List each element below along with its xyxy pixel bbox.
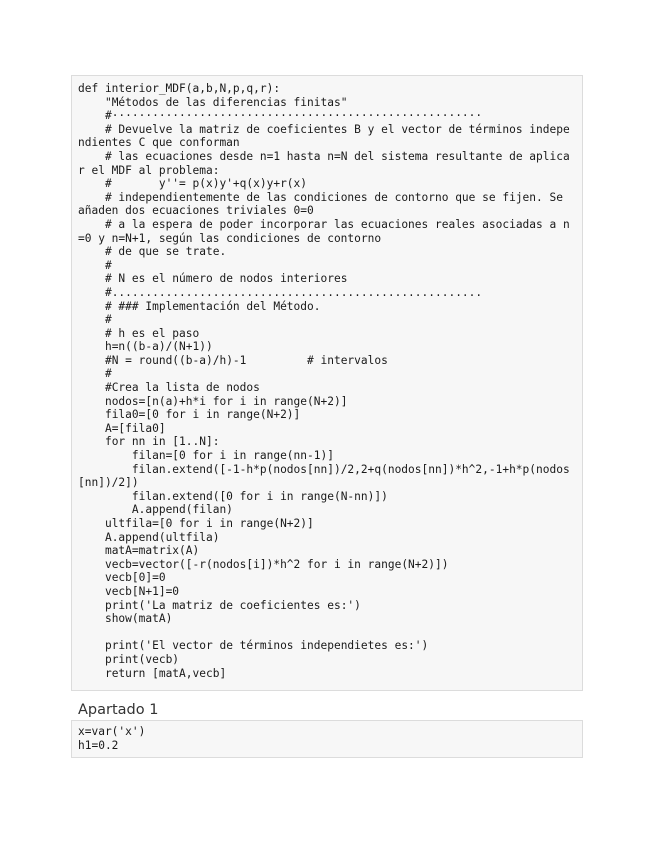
code-source: def interior_MDF(a,b,N,p,q,r): "Métodos de las diferencias finitas" #······················································· # Devuelve la matriz de coeficientes B y el vector de términos independientes C que conforman # las ecuaciones desde n=1 hasta n=N del sistema resultante de aplicar el MDF al problema: # y''= p(x)y'+q(x)y+r(x) # independientemente de las condiciones de contorno que se fijen. Se añaden dos ecuaciones triviales 0=0 # a la espera de poder incorporar las ecuaciones reales asociadas a n=0 y n=N+1, según las condiciones de contorno # de que se trate. # # N es el número de nodos interiores #....................................................... # ### Implementación del Método. # # h es el paso h=n((b-a)/(N+1)) #N = round((b-a)/h)-1 # intervalos # #Crea la lista de nodos nodos=[n(a)+h*i for i in range(N+2)] fila0=[0 for i in range(N+2)] A=[fila0] for nn in [1..N]: filan=[0 for i in range(nn-1)] filan.extend([-1-h*p(nodos[nn])/2,2+q(nodos[nn])*h^2,-1+h*p(nodos[nn])/2]) filan.extend([0 for i in range(N-nn)]) A.append(filan) ultfila=[0 for i in range(N+2)] A.append(ultfila) matA=matrix(A) vecb=vector([-r(nodos[i])*h^2 for i in range(N+2)]) vecb[0]=0 vecb[N+1]=0 print('La matriz de coeficientes es:') show(matA) print('El vector de términos independietes es:') print(vecb) return [matA,vecb] bbox=[78, 82, 570, 680]
code-source: x=var('x') h1=0.2 bbox=[78, 725, 146, 752]
code-cell-apartado-1[interactable] bbox=[71, 720, 583, 758]
code-cell-interior-mdf[interactable] bbox=[71, 75, 583, 691]
section-heading: Apartado 1 bbox=[78, 702, 159, 718]
